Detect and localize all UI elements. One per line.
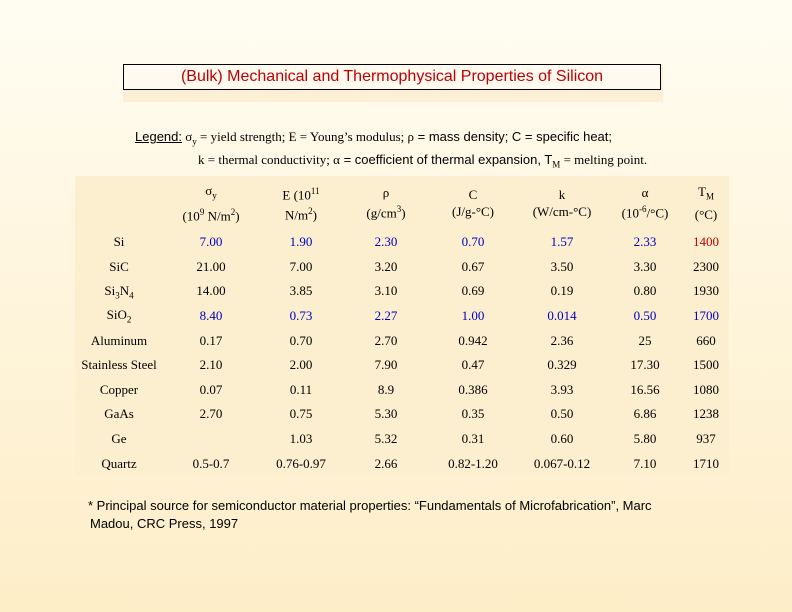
header-alpha-b: /°C) <box>646 205 669 221</box>
footnote <box>88 497 728 533</box>
table-row <box>75 353 729 378</box>
header-melting-point <box>683 176 729 230</box>
cell-e: 2.00 <box>289 357 313 373</box>
material-name-text-b: N <box>119 282 130 298</box>
table-row <box>75 304 729 329</box>
header-specific-heat <box>429 176 517 230</box>
header-e-sup2: 2 <box>308 206 313 216</box>
cell-k: 0.329 <box>547 357 577 373</box>
material-name <box>75 328 163 353</box>
cell-e: 0.76-0.97 <box>276 455 326 471</box>
cell-k: 0.067-0.12 <box>533 455 591 471</box>
cell-c: 0.35 <box>461 406 485 422</box>
cell-sy: 7.00 <box>199 234 223 250</box>
cell-tm: 1080 <box>693 381 719 397</box>
cell-rho: 3.20 <box>374 258 398 274</box>
cell-alpha: 0.80 <box>633 283 657 299</box>
cell-k: 3.50 <box>550 258 574 274</box>
cell-rho: 2.66 <box>374 455 398 471</box>
table-row <box>75 402 729 427</box>
cell-tm: 2300 <box>693 258 719 274</box>
legend-sigma-sub: y <box>192 136 197 147</box>
header-thermal-conductivity <box>517 176 607 230</box>
cell-tm: 1700 <box>693 308 719 324</box>
table-row <box>75 255 729 280</box>
header-thermal-expansion <box>607 176 683 230</box>
material-name-sub-2: 4 <box>129 290 134 301</box>
table-row <box>75 279 729 304</box>
header-c-unit: (J/g-°C) <box>451 204 495 219</box>
cell-c: 0.82-1.20 <box>448 455 498 471</box>
properties-table <box>75 176 729 476</box>
cell-e: 0.75 <box>289 406 313 422</box>
legend-label: Legend: <box>135 129 182 144</box>
cell-tm: 1710 <box>693 455 719 471</box>
cell-alpha: 3.30 <box>633 258 657 274</box>
header-rho-sup: 3 <box>396 204 402 215</box>
cell-sy: 0.07 <box>199 381 223 397</box>
material-name-text: Si <box>104 282 116 298</box>
cell-rho: 3.10 <box>374 283 398 299</box>
cell-sy: 8.40 <box>199 308 223 324</box>
cell-alpha: 2.33 <box>633 234 657 250</box>
cell-tm: 1400 <box>693 234 719 250</box>
table-row <box>75 427 729 452</box>
cell-tm: 1500 <box>693 357 719 373</box>
material-name-text: Copper <box>99 381 139 397</box>
legend-text-5: = melting point. <box>560 151 648 167</box>
header-sy-unit-sup2: 2 <box>230 207 236 218</box>
cell-e: 7.00 <box>289 258 313 274</box>
cell-c: 0.69 <box>461 283 485 299</box>
header-sy-sub: y <box>212 190 217 201</box>
cell-c: 0.47 <box>461 357 485 373</box>
cell-e: 0.73 <box>289 308 313 324</box>
legend-line-2 <box>135 151 755 174</box>
cell-alpha: 17.30 <box>630 357 660 373</box>
material-name-text: SiC <box>109 258 129 274</box>
header-sy-unit-c: ) <box>235 208 240 224</box>
cell-c: 0.67 <box>461 258 485 274</box>
title-panel <box>123 64 663 102</box>
material-name <box>75 451 163 476</box>
cell-e: 0.70 <box>289 332 313 348</box>
header-yield-strength <box>163 176 259 230</box>
material-name <box>75 353 163 378</box>
cell-tm: 1930 <box>693 283 719 299</box>
material-name-sub: 2 <box>126 314 132 325</box>
cell-sy: 2.70 <box>199 406 223 422</box>
header-tm-sub: M <box>705 191 714 202</box>
header-alpha-symbol: α <box>641 185 649 201</box>
material-name-text: Aluminum <box>90 332 148 348</box>
cell-e: 0.11 <box>289 381 313 397</box>
cell-sy: 0.5-0.7 <box>192 455 230 471</box>
cell-rho: 2.70 <box>374 332 398 348</box>
header-k-unit: (W/cm-°C) <box>532 204 592 219</box>
page-title: (Bulk) Mechanical and Thermophysical Properties of Silicon <box>123 64 661 90</box>
header-material <box>75 176 163 230</box>
material-name-sub: 3 <box>115 290 120 301</box>
header-sy-unit-sup: 9 <box>199 207 205 218</box>
cell-k: 1.57 <box>550 234 574 250</box>
cell-sy: 2.10 <box>199 357 223 373</box>
cell-rho: 2.30 <box>374 234 398 250</box>
cell-k: 2.36 <box>550 332 574 348</box>
legend-sigma: σ <box>185 129 193 144</box>
material-name <box>75 304 163 329</box>
material-name-text: Ge <box>111 431 127 447</box>
cell-tm: 1238 <box>693 406 719 422</box>
cell-e: 1.03 <box>289 431 313 447</box>
legend-tm-sub: M <box>552 159 561 170</box>
table-row <box>75 378 729 403</box>
cell-rho: 5.32 <box>374 431 398 447</box>
cell-k: 0.19 <box>550 283 574 299</box>
cell-e: 3.85 <box>289 283 313 299</box>
cell-tm: 937 <box>696 431 716 447</box>
cell-alpha: 6.86 <box>633 406 657 422</box>
cell-c: 0.31 <box>461 431 485 447</box>
cell-c: 0.942 <box>458 332 488 348</box>
header-rho-a: (g/cm <box>366 205 397 221</box>
header-alpha-sup: -6 <box>639 204 647 215</box>
cell-k: 3.93 <box>550 381 574 397</box>
legend-text-3: k = thermal conductivity; <box>198 151 334 167</box>
cell-tm: 660 <box>696 332 716 348</box>
cell-sy: 14.00 <box>196 283 226 299</box>
cell-sy: 0.17 <box>199 332 223 348</box>
cell-k: 0.60 <box>550 431 574 447</box>
header-youngs-modulus <box>259 176 343 230</box>
material-name <box>75 402 163 427</box>
footnote-line-1: * Principal source for semiconductor material properties: “Fundamentals of Microfabrication”, Marc <box>88 498 652 513</box>
cell-alpha: 5.80 <box>633 431 657 447</box>
header-e-sup: 11 <box>310 185 320 196</box>
legend <box>135 128 755 173</box>
header-k-symbol: k <box>558 187 566 202</box>
header-sy-unit-a: (10 <box>182 208 200 224</box>
cell-rho: 2.27 <box>374 308 398 324</box>
header-rho-b: ) <box>401 205 406 221</box>
cell-c: 1.00 <box>461 308 485 324</box>
table-row <box>75 451 729 476</box>
material-name <box>75 230 163 255</box>
legend-text-2: = mass density; C = specific heat; <box>414 129 613 144</box>
legend-text-1: = yield strength; E = Young’s modulus; <box>196 129 408 144</box>
header-sy-symbol: σ <box>205 182 213 198</box>
material-name <box>75 279 163 304</box>
legend-text-4: = coefficient of thermal expansion, T <box>339 151 553 167</box>
cell-alpha: 25 <box>638 332 652 348</box>
header-sy-unit-b: N/m <box>204 208 231 224</box>
legend-rho: ρ <box>407 129 415 144</box>
cell-k: 0.014 <box>547 308 577 324</box>
header-row <box>75 176 729 230</box>
cell-alpha: 16.56 <box>630 381 660 397</box>
header-e-b: N/m <box>285 207 309 223</box>
header-density <box>343 176 429 230</box>
material-name <box>75 378 163 403</box>
header-alpha-a: (10 <box>621 205 640 221</box>
header-c-symbol: C <box>468 187 478 202</box>
material-name-text: GaAs <box>104 406 134 422</box>
header-tm-symbol: T <box>698 184 706 200</box>
cell-k: 0.50 <box>550 406 574 422</box>
header-e-c: ) <box>312 207 317 223</box>
cell-alpha: 0.50 <box>633 308 657 324</box>
cell-c: 0.70 <box>461 234 485 250</box>
cell-alpha: 7.10 <box>633 455 657 471</box>
header-rho-symbol: ρ <box>382 185 390 201</box>
cell-rho: 5.30 <box>374 406 398 422</box>
cell-rho: 7.90 <box>374 357 398 373</box>
cell-rho: 8.9 <box>377 381 395 397</box>
header-e-a: E (10 <box>282 187 311 202</box>
table-row <box>75 230 729 255</box>
cell-sy <box>163 427 259 452</box>
material-name-text: Stainless Steel <box>81 357 157 373</box>
cell-sy: 21.00 <box>196 258 226 274</box>
cell-c: 0.386 <box>458 381 488 397</box>
material-name-text: Si <box>113 234 125 250</box>
legend-alpha: α <box>333 151 340 167</box>
material-name-text: SiO <box>106 307 127 323</box>
header-tm-unit: (°C) <box>694 206 718 222</box>
table-row <box>75 328 729 353</box>
material-name-text: Quartz <box>101 455 137 471</box>
material-name <box>75 255 163 280</box>
footnote-line-2: Madou, CRC Press, 1997 <box>90 516 239 531</box>
legend-line-1 <box>135 128 755 151</box>
cell-e: 1.90 <box>289 234 313 250</box>
material-name <box>75 427 163 452</box>
